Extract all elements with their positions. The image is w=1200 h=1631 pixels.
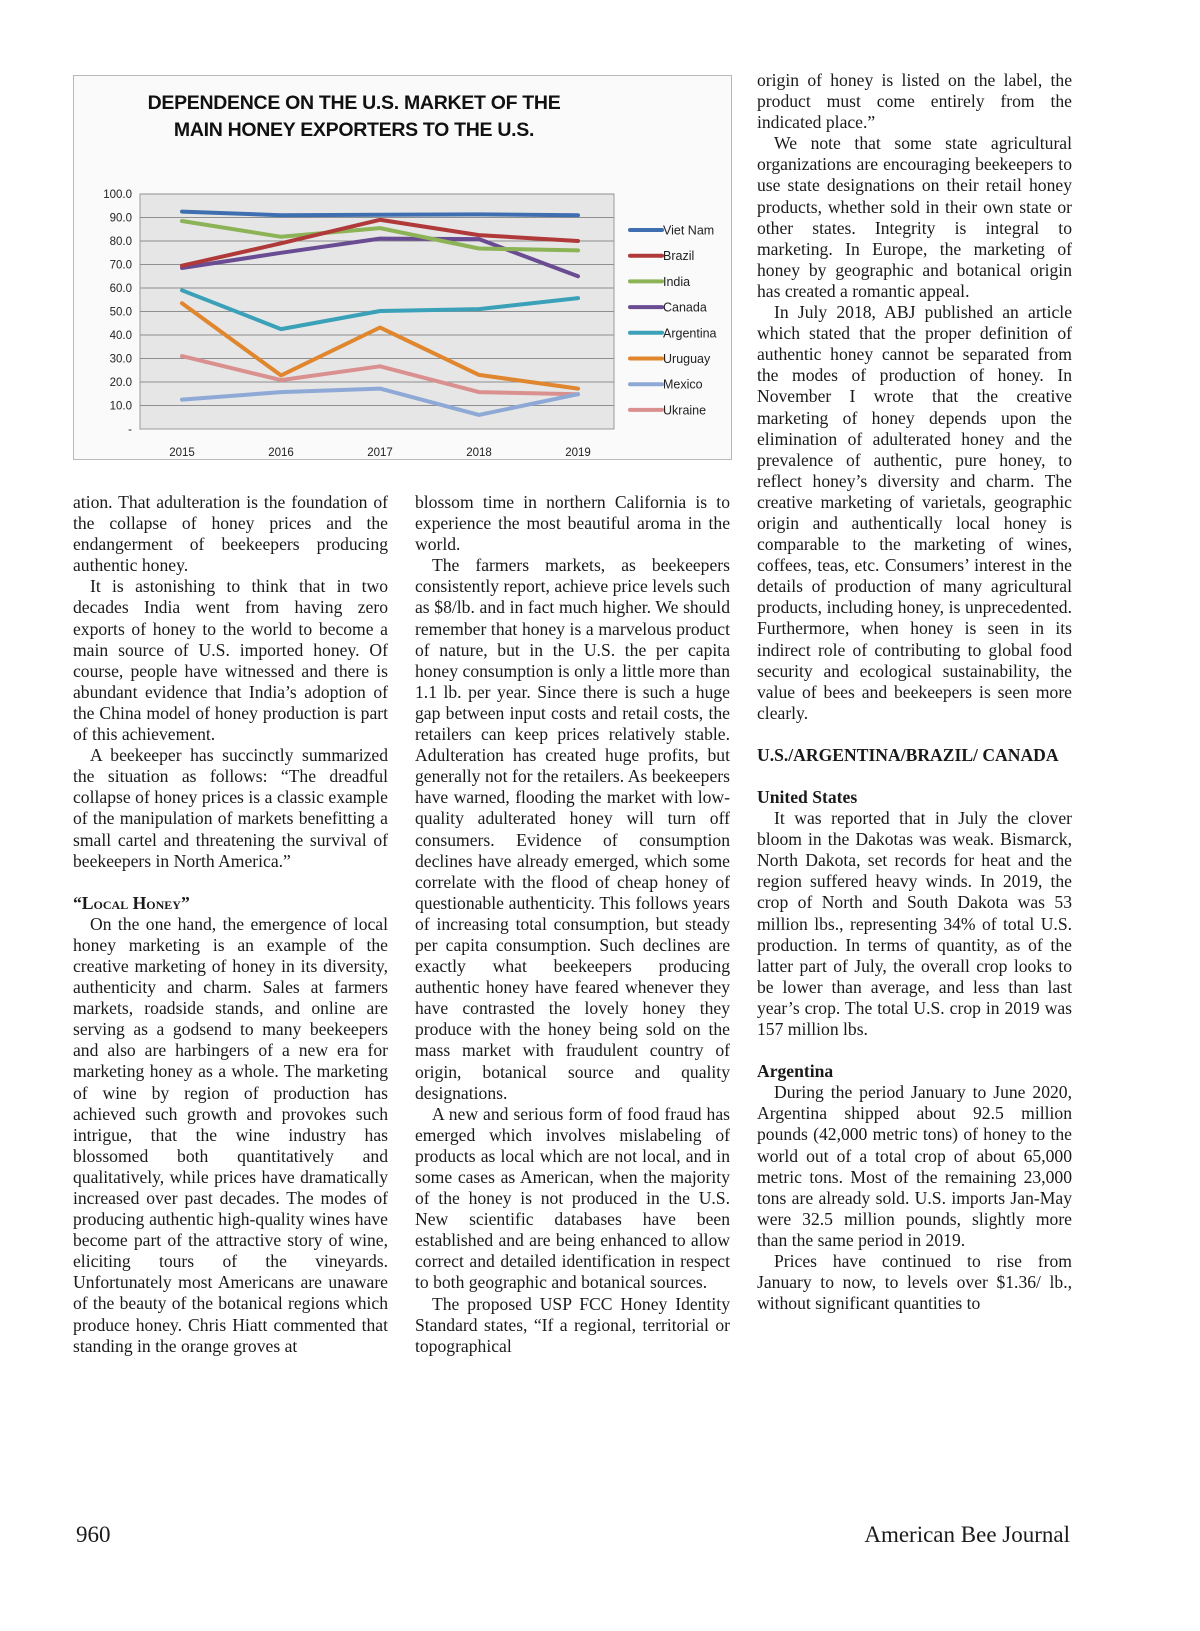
y-tick-label: 40.0 <box>109 330 132 342</box>
section-heading: U.S./ARGENTINA/BRAZIL/ CANADA <box>757 744 1059 765</box>
legend-label: Uruguay <box>663 352 711 366</box>
x-tick-label: 2018 <box>466 447 492 459</box>
paragraph: It is astonishing to think that in two decades India went from having zero exports of honey to the world to become a main source of U.S. imported honey. Of course, people have witnessed and there is abundant evidence that India’s adoption of the China model of honey production is part of this achievement. <box>73 576 388 745</box>
paragraph: Prices have continued to rise from January to now, to levels over $1.36/ lb., without significant quantities to <box>757 1250 1072 1314</box>
chart-figure <box>73 75 732 460</box>
spacer <box>757 724 1072 745</box>
x-tick-label: 2017 <box>367 447 393 459</box>
spacer <box>757 1040 1072 1061</box>
y-tick-label: 20.0 <box>109 377 132 389</box>
x-tick-label: 2015 <box>169 447 195 459</box>
x-tick-label: 2016 <box>268 447 294 459</box>
paragraph: blossom time in northern California is to experience the most beautiful aroma in the world. <box>415 492 730 555</box>
legend-label: Viet Nam <box>663 223 715 238</box>
y-tick-label: 10.0 <box>109 400 132 413</box>
paragraph: During the period January to June 2020, Argentina shipped about 92.5 million pounds (42,000 metric tons) of honey to the world out of a total crop of about 65,000 metric tons. Most of the remaining 23,000 tons are already sold. U.S. imports Jan-May were 32.5 million pounds, slightly more than the same period in 2019. <box>757 1082 1072 1250</box>
paragraph: A new and serious form of food fraud has emerged which involves mislabeling of products as local which are not local, and in some cases as American, when the majority of the honey is not produced in the U.S. New scientific databases have been established and are being enhanced to allow correct and detailed identification in respect to both geographic and botanical sources. <box>415 1103 730 1293</box>
journal-name: American Bee Journal <box>864 1522 1070 1547</box>
paragraph: origin of honey is listed on the label, the product must come entirely from the indicated place.” <box>757 70 1072 133</box>
y-tick-label: 50.0 <box>109 306 132 319</box>
legend-label: India <box>663 274 691 289</box>
y-tick-label: 100.0 <box>103 189 132 201</box>
legend-label: Mexico <box>663 377 703 392</box>
chart-title-line-2: MAIN HONEY EXPORTERS TO THE U.S. <box>173 119 535 141</box>
paragraph: It was reported that in July the clover bloom in the Dakotas was weak. Bismarck, North Dakota, set records for heat and the region suffered heavy winds. In 2019, the crop of North and South Dakota was 53 million lbs., representing 34% of total U.S. production. In terms of quantity, as of the latter part of July, the overall crop looks to be lower than average, and less than last year’s crop. The total U.S. crop in 2019 was 157 million lbs. <box>757 808 1072 1040</box>
paragraph: The farmers markets, as beekeepers consistently report, achieve price levels such as $8/lb. and in fact much higher. We should remember that honey is a marvelous product of nature, but in the U.S. the per capita honey consumption is only a little more than 1.1 lb. per year. Since there is such a huge gap between input costs and retail costs, the retailers can keep prices relatively stable. Adulteration has created huge profits, but generally not for the retailers. As beekeepers have warned, flooding the market with low-quality adulterated honey will turn off consumers. Evidence of consumption declines have already emerged, which some correlate with the flood of cheap honey of questionable authenticity. This follows years of increasing total consumption, but steady per capita consumption. Such declines are exactly what beekeepers producing authentic honey have feared whenever they have contrasted the lovely honey they produce with the honey being sold on the mass market with fraudulent country of origin, botanical source and quality designations. <box>415 555 730 1103</box>
y-tick-label: 30.0 <box>109 353 132 366</box>
paragraph: On the one hand, the emergence of local honey marketing is an example of the creative marketing of honey in its diversity, authenticity and charm. Sales at farmers markets, roadside stands, and online are serving as a godsend to many beekeepers and also are harbingers of a new era for marketing honey as a whole. The marketing of wine by region of production has achieved such growth and provokes such intrigue, that the wine industry has blossomed both quantitatively and qualitatively, while prices have dramatically increased over past decades. The modes of producing authentic high-quality wines have become part of the attractive story of wine, eliciting tours of the vineyards. Unfortunately most Americans are unaware of the beauty of the botanical regions which produce honey. Chris Hiatt commented that standing in the orange groves at <box>73 913 388 1356</box>
paragraph: ation. That adulteration is the foundation of the collapse of honey prices and the endangerment of beekeepers producing authentic honey. <box>73 492 388 576</box>
paragraph: A beekeeper has succinctly summarized the situation as follows: “The dreadful collapse of honey prices is a classic example of the manipulation of markets benefitting a small cartel and threatening the survival of beekeepers in North America.” <box>73 745 388 871</box>
section-heading: United States <box>757 787 858 807</box>
y-tick-label: 60.0 <box>109 283 132 295</box>
text-column-left <box>73 492 388 1357</box>
text-column-middle <box>415 492 730 1357</box>
legend-label: Canada <box>663 300 707 315</box>
page-number: 960 <box>76 1522 111 1547</box>
y-tick-label: 80.0 <box>109 236 132 248</box>
section-heading: “Local Honey” <box>73 892 190 913</box>
text-column-right <box>757 70 1072 1314</box>
paragraph: In July 2018, ABJ published an article which stated that the proper definition of authentic honey cannot be separated from the modes of production of honey. In November I wrote that the creative marketing of honey depends upon the elimination of adulterated honey and the prevalence of authentic, pure honey, to reflect honey’s diversity and charm. The creative marketing of varietals, geographic origin and authentically local honey is comparable to the marketing of wines, coffees, teas, etc. Consumers’ interest in the details of production of many agricultural products, including honey, is unprecedented. Furthermore, when honey is seen in its indirect role of contributing to global food security and ecological sustainability, the value of bees and beekeepers is seen more clearly. <box>757 302 1072 723</box>
line-chart <box>74 76 731 459</box>
spacer <box>757 766 1072 787</box>
section-heading: Argentina <box>757 1061 834 1082</box>
legend-label: Argentina <box>663 326 717 341</box>
paragraph: The proposed USP FCC Honey Identity Standard states, “If a regional, territorial or topographical <box>415 1293 730 1356</box>
chart-title-line-1: DEPENDENCE ON THE U.S. MARKET OF THE <box>147 92 561 114</box>
y-tick-label: 70.0 <box>109 259 132 272</box>
legend-label: Brazil <box>663 249 695 264</box>
y-tick-label: - <box>128 424 132 436</box>
x-tick-label: 2019 <box>565 447 591 459</box>
paragraph: We note that some state agricultural organizations are encouraging beekeepers to use state designations on their retail honey products, whether sold in their own state or other states. Integrity is integral to marketing. In Europe, the marketing of honey by geographic and botanical origin has created a romantic appeal. <box>757 133 1072 301</box>
legend-label: Ukraine <box>663 403 707 418</box>
y-tick-label: 90.0 <box>109 212 132 225</box>
spacer <box>73 872 388 893</box>
